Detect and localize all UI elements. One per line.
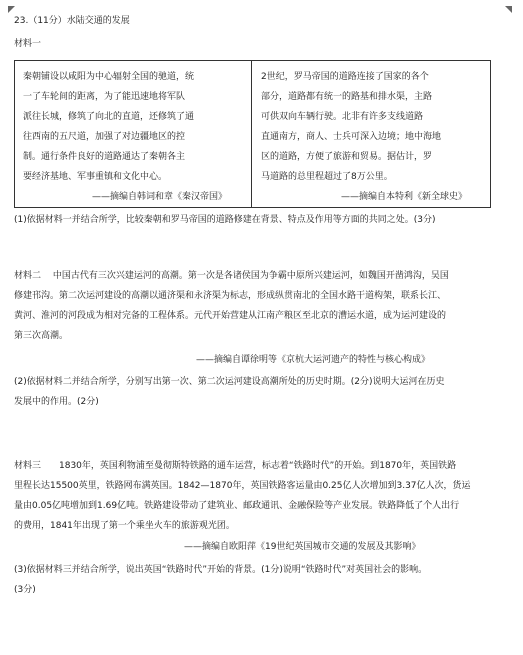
text-line: 秦朝铺设以咸阳为中心辐射全国的驰道，统: [23, 72, 195, 82]
text-line: 派往长城，修筑了向北的直道，还修筑了通: [23, 112, 195, 122]
crop-mark-top-right: [505, 6, 512, 13]
material3-paragraph: [14, 456, 471, 536]
text-line: 往西南的五尺道，加强了对边疆地区的控: [23, 132, 186, 142]
text-line: 量由0.05亿吨增加到1.69亿吨。铁路建设带动了建筑业、邮政通讯、金融保险等产业发展。铁路降低了个人出行: [14, 501, 460, 511]
text-line: 部分，道路都有统一的路基和排水渠，主路: [261, 92, 433, 102]
material1-right-source: ——摘编自本特利《新全球史》: [340, 192, 467, 202]
text-line: 发展中的作用。(2分): [14, 397, 99, 407]
text-line: 材料三 1830年，英国利物浦至曼彻斯特铁路的通车运营，标志着“铁路时代”的开始。到1870年，英国铁路: [14, 461, 457, 471]
crop-mark-top-left: [8, 6, 15, 13]
text-line: (3分): [14, 585, 36, 595]
material1-left-source: ——摘编自韩词和章《秦汉帝国》: [91, 192, 227, 202]
text-line: 区的道路，方便了旅游和贸易。据估计，罗: [261, 152, 433, 162]
text-line: (3)依据材料三并结合所学，说出英国“铁路时代”开始的背景。(1分)说明“铁路时代”对英国社会的影响。: [14, 565, 428, 575]
text-line: 材料二 中国古代有三次兴建运河的高潮。第一次是各诸侯国为争霸中原所兴建运河，如魏国开凿鸿沟，吴国: [14, 271, 449, 281]
question-3-text: [14, 560, 427, 600]
text-line: 第三次高潮。: [14, 331, 69, 341]
text-line: 制。通行条件良好的道路通达了秦朝各主: [23, 152, 186, 162]
text-line: 的费用，1841年出现了第一个乘坐火车的旅游观光团。: [14, 521, 235, 531]
text-line: 黄河、淮河的河段成为相对完备的工程体系。元代开始营建从江南产粮区至北京的漕运水道，成为运河建设的: [14, 311, 447, 321]
text-line: (2)依据材料二并结合所学，分别写出第一次、第二次运河建设高潮所处的历史时期。(2分)说明大运河在历史: [14, 377, 445, 387]
text-line: 一了车轮间的距离，为了能迅速地将军队: [23, 92, 186, 102]
material1-label: 材料一: [14, 39, 42, 49]
material1-table: [14, 60, 491, 208]
text-line: 里程长达15500英里，铁路网布满英国。1842—1870年，英国铁路客运量由0.25亿人次增加到3.37亿人次，货运: [14, 481, 471, 491]
text-line: 可供双向车辆行驶。北非有许多支线道路: [261, 112, 424, 122]
material1-left-cell: [23, 67, 245, 207]
question-1-text: (1)依据材料一并结合所学，比较秦朝和罗马帝国的道路修建在背景、特点及作用等方面的共同之处。(3分): [14, 215, 436, 225]
question-title: 23.（11分）水陆交通的发展: [14, 16, 130, 26]
text-line: 要经济基地、军事重镇和文化中心。: [23, 172, 168, 182]
material3-source: ——摘编自欧阳萍《19世纪英国城市交通的发展及其影响》: [184, 542, 421, 552]
material2-source: ——摘编自谭徐明等《京杭大运河遗产的特性与核心构成》: [196, 355, 431, 365]
text-line: 马道路的总里程超过了8万公里。: [261, 172, 393, 182]
material2-paragraph: [14, 266, 449, 346]
table-column-divider: [251, 61, 252, 207]
text-line: 2世纪，罗马帝国的道路连接了国家的各个: [261, 72, 429, 82]
text-line: 直通南方，商人、士兵可深入边境；地中海地: [261, 132, 442, 142]
question-2-text: [14, 372, 445, 412]
text-line: 修建邗沟。第二次运河建设的高潮以通济渠和永济渠为标志，形成纵贯南北的全国水路干道构架，联系长江、: [14, 291, 447, 301]
material1-right-cell: [261, 67, 485, 207]
